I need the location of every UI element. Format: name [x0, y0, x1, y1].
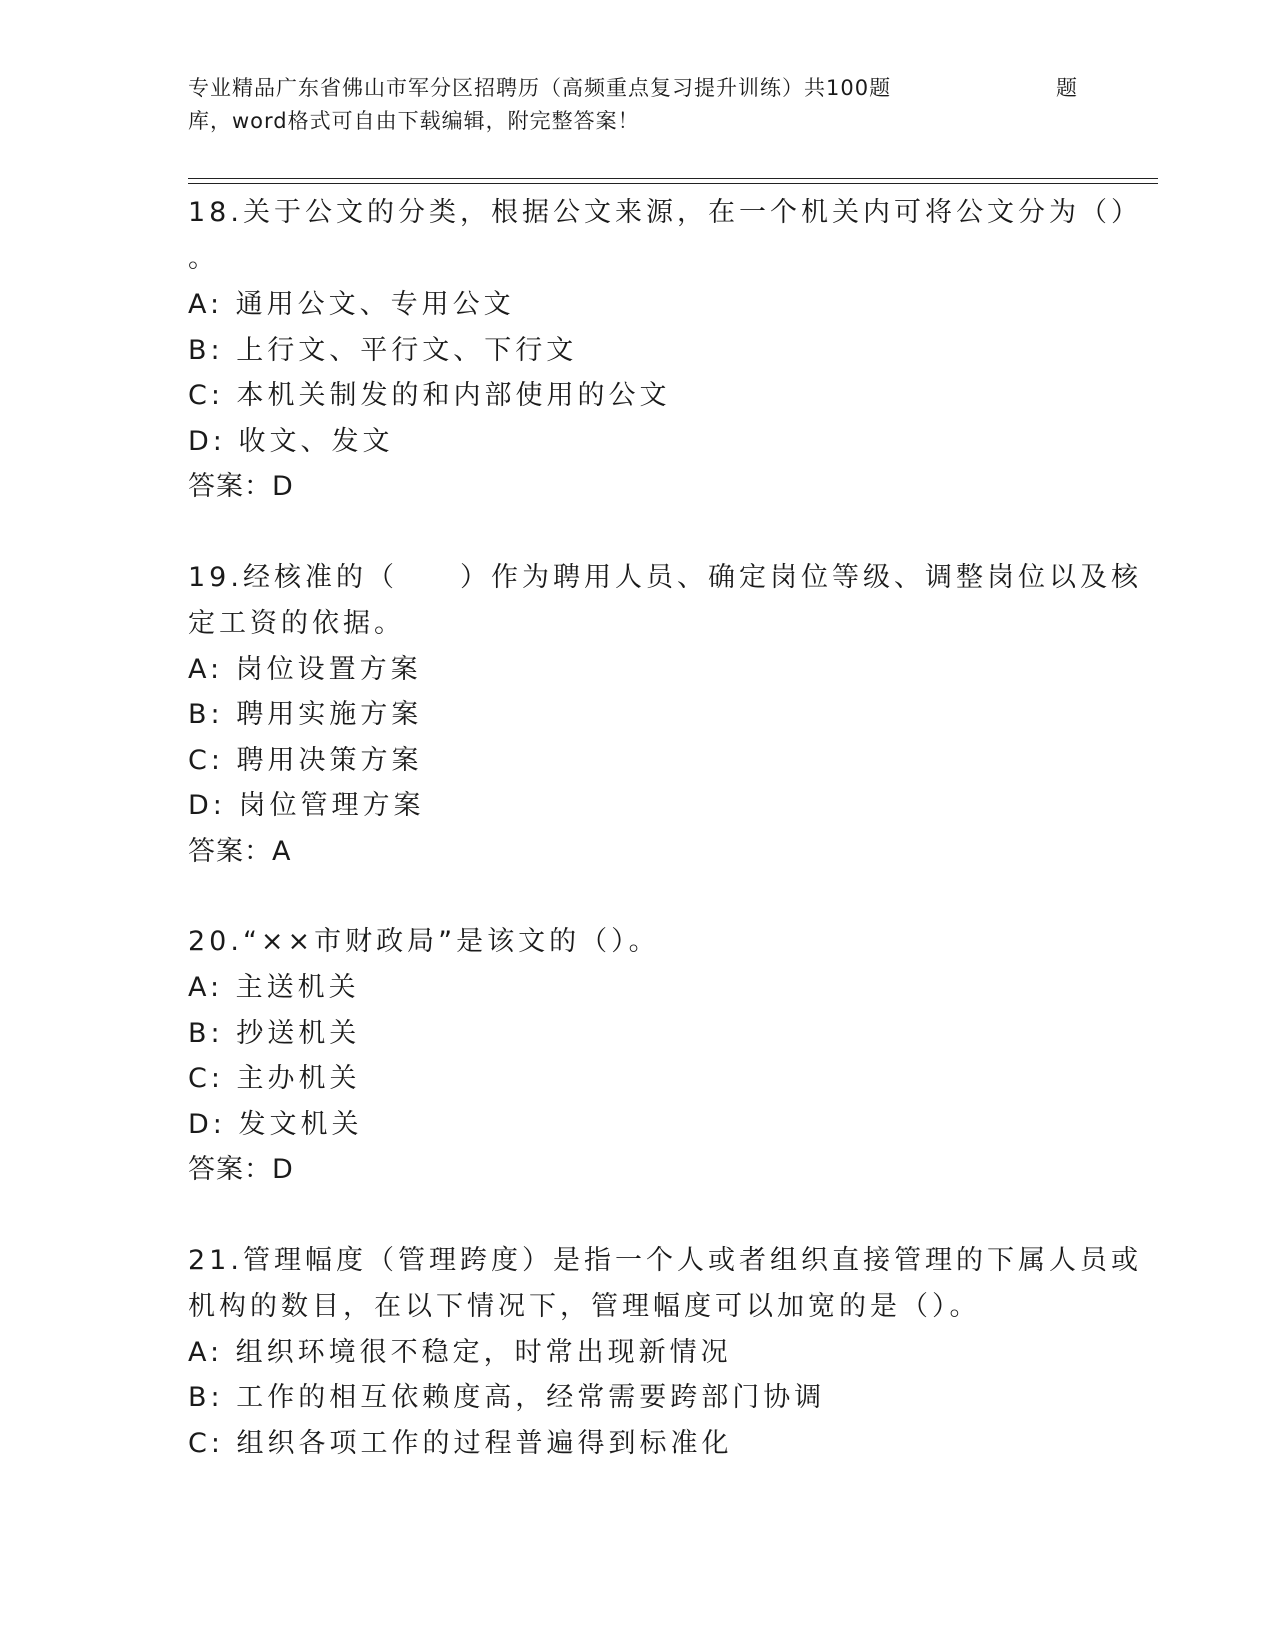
option-c: C: 聘用决策方案 — [188, 744, 423, 776]
answer-line: 答案：D — [188, 1154, 294, 1185]
question-spacer — [188, 874, 1088, 919]
question-stem-line: 18.关于公文的分类，根据公文来源，在一个机关内可将公文分为（） — [188, 197, 1142, 228]
question-stem-line: 机构的数目，在以下情况下，管理幅度可以加宽的是（）。 — [188, 1290, 981, 1322]
question-stem-line: 。 — [188, 243, 219, 274]
question-18 — [188, 190, 1142, 510]
option-a: A: 岗位设置方案 — [188, 653, 422, 685]
question-spacer — [188, 1193, 1088, 1238]
option-b: B: 聘用实施方案 — [188, 699, 423, 730]
header-title-text: 专业精品广东省佛山市军分区招聘历（高频重点复习提升训练）共100题 — [188, 76, 892, 100]
option-d: D: 收文、发文 — [188, 425, 394, 457]
question-20 — [188, 919, 1088, 1193]
question-list — [188, 190, 1142, 1466]
question-stem-line: 20.“××市财政局”是该文的（）。 — [188, 926, 660, 957]
option-d: D: 发文机关 — [188, 1108, 363, 1140]
header-line-1 — [188, 72, 1088, 105]
question-21 — [188, 1238, 1142, 1467]
header-divider-top — [188, 178, 1158, 179]
option-b: B: 上行文、平行文、下行文 — [188, 334, 578, 366]
option-a: A: 通用公文、专用公文 — [188, 289, 515, 320]
answer-line: 答案：A — [188, 835, 292, 867]
question-stem-line: 21.管理幅度（管理跨度）是指一个人或者组织直接管理的下属人员或 — [188, 1244, 1142, 1276]
document-header — [188, 72, 1088, 138]
question-19 — [188, 555, 1142, 875]
answer-line: 答案：D — [188, 471, 294, 502]
option-a: A: 组织环境很不稳定，时常出现新情况 — [188, 1336, 732, 1368]
option-d: D: 岗位管理方案 — [188, 790, 425, 821]
header-line-2: 库，word格式可自由下载编辑，附完整答案！ — [188, 109, 640, 133]
option-b: B: 工作的相互依赖度高，经常需要跨部门协调 — [188, 1382, 826, 1413]
option-c: C: 主办机关 — [188, 1063, 361, 1094]
question-stem-line: 定工资的依据。 — [188, 607, 405, 639]
header-title-tail: 题 — [1056, 76, 1078, 100]
option-a: A: 主送机关 — [188, 972, 360, 1003]
option-c: C: 组织各项工作的过程普遍得到标准化 — [188, 1427, 733, 1459]
option-c: C: 本机关制发的和内部使用的公文 — [188, 380, 671, 411]
question-spacer — [188, 510, 1088, 555]
option-b: B: 抄送机关 — [188, 1017, 361, 1049]
header-divider-bottom — [188, 183, 1158, 184]
question-stem-line: 19.经核准的（ ）作为聘用人员、确定岗位等级、调整岗位以及核 — [188, 561, 1142, 593]
